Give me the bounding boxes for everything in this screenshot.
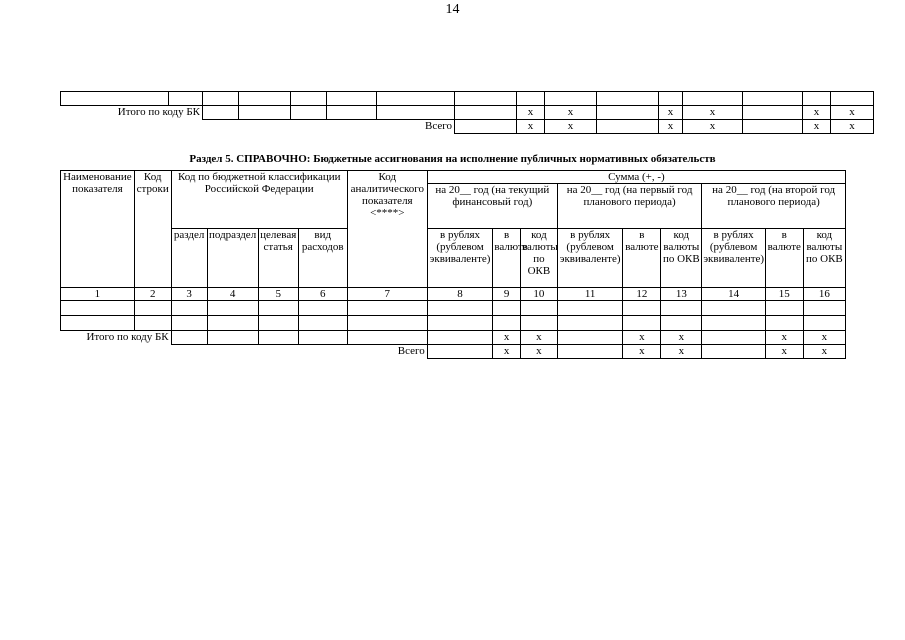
x-mark: x xyxy=(520,331,557,345)
table-cell xyxy=(831,92,874,106)
column-number: 3 xyxy=(171,288,207,301)
table-row xyxy=(61,316,846,331)
previous-section-table xyxy=(60,91,874,134)
x-mark: x xyxy=(623,345,661,359)
column-number: 11 xyxy=(557,288,623,301)
table-cell xyxy=(597,92,659,106)
table-cell xyxy=(765,301,803,316)
vsego-row xyxy=(61,345,846,359)
header-subsection: подраздел xyxy=(207,229,258,288)
x-mark: x xyxy=(803,345,845,359)
x-mark: x xyxy=(683,106,743,120)
header-currency: в валюте xyxy=(623,229,661,288)
section-title: Раздел 5. СПРАВОЧНО: Бюджетные ассигнования на исполнение публичных нормативных обязательств xyxy=(189,153,716,165)
header-name: Наименование показателя xyxy=(61,171,135,288)
x-mark: x xyxy=(803,120,831,134)
table-cell xyxy=(327,106,377,120)
table-cell xyxy=(207,331,258,345)
column-number: 8 xyxy=(427,288,493,301)
table-cell xyxy=(347,316,427,331)
table-cell xyxy=(493,301,521,316)
table-cell xyxy=(61,301,135,316)
table-cell xyxy=(291,92,327,106)
x-mark: x xyxy=(803,106,831,120)
header-row xyxy=(61,171,846,184)
table-cell xyxy=(298,331,347,345)
table-cell xyxy=(169,92,203,106)
vsego-label: Всего xyxy=(425,120,452,132)
header-rubles: в рублях (рублевом эквиваленте) xyxy=(427,229,493,288)
table-cell xyxy=(623,316,661,331)
section-5-table xyxy=(60,170,846,359)
table-cell xyxy=(455,120,517,134)
column-number: 15 xyxy=(765,288,803,301)
x-mark: x xyxy=(520,345,557,359)
x-mark: x xyxy=(517,106,545,120)
header-analytic-code: Код аналитического показателя <****> xyxy=(347,171,427,288)
column-number: 12 xyxy=(623,288,661,301)
table-cell xyxy=(427,316,493,331)
header-okv-code: код валюты по ОКВ xyxy=(520,229,557,288)
x-mark: x xyxy=(765,345,803,359)
x-mark: x xyxy=(831,120,874,134)
table-cell xyxy=(517,92,545,106)
table-cell xyxy=(455,92,517,106)
table-cell xyxy=(239,106,291,120)
table-cell xyxy=(327,92,377,106)
column-number: 14 xyxy=(702,288,766,301)
table-cell xyxy=(171,301,207,316)
table-cell xyxy=(803,316,845,331)
table-cell xyxy=(207,316,258,331)
table-cell xyxy=(659,92,683,106)
table-cell xyxy=(557,345,623,359)
header-bk-code: Код по бюджетной классификации Российской Федерации xyxy=(171,171,347,229)
table-cell xyxy=(493,316,521,331)
table-cell xyxy=(427,331,493,345)
header-row xyxy=(61,229,846,288)
vsego-label: Всего xyxy=(397,345,425,357)
table-cell xyxy=(597,106,659,120)
page-number: 14 xyxy=(445,2,460,17)
header-currency: в валюте xyxy=(765,229,803,288)
header-sum: Сумма (+, -) xyxy=(427,171,845,184)
table-cell xyxy=(239,92,291,106)
table-cell xyxy=(661,301,702,316)
x-mark: x xyxy=(493,345,521,359)
column-number: 13 xyxy=(661,288,702,301)
table-cell xyxy=(765,316,803,331)
table-cell xyxy=(702,301,766,316)
table-cell xyxy=(455,106,517,120)
table-cell xyxy=(203,92,239,106)
table-cell xyxy=(61,316,135,331)
itogo-label: Итого по коду БК xyxy=(117,106,200,118)
itogo-row xyxy=(61,331,846,345)
table-cell xyxy=(347,331,427,345)
x-mark: x xyxy=(765,331,803,345)
x-mark: x xyxy=(545,120,597,134)
header-target-article: целевая статья xyxy=(258,229,298,288)
column-number-row xyxy=(61,288,846,301)
table-cell xyxy=(258,331,298,345)
header-year-plan-1: на 20__ год (на первый год планового периода) xyxy=(557,184,701,229)
table-cell xyxy=(743,92,803,106)
column-number: 9 xyxy=(493,288,521,301)
header-year-current: на 20__ год (на текущий финансовый год) xyxy=(427,184,557,229)
table-cell xyxy=(171,331,207,345)
table-cell xyxy=(427,345,493,359)
table-cell xyxy=(743,106,803,120)
table-cell xyxy=(597,120,659,134)
table-cell xyxy=(134,301,171,316)
column-number: 1 xyxy=(61,288,135,301)
table-cell xyxy=(557,301,623,316)
table-cell xyxy=(803,92,831,106)
header-rubles: в рублях (рублевом эквиваленте) xyxy=(702,229,766,288)
table-cell xyxy=(298,301,347,316)
table-cell xyxy=(61,92,169,106)
header-okv-code: код валюты по ОКВ xyxy=(803,229,845,288)
column-number: 7 xyxy=(347,288,427,301)
itogo-label: Итого по коду БК xyxy=(86,331,169,343)
column-number: 2 xyxy=(134,288,171,301)
table-cell xyxy=(207,301,258,316)
header-okv-code: код валюты по ОКВ xyxy=(661,229,702,288)
x-mark: x xyxy=(831,106,874,120)
table-cell xyxy=(623,301,661,316)
header-section: раздел xyxy=(171,229,207,288)
header-line-code: Код строки xyxy=(134,171,171,288)
table-row xyxy=(61,120,874,134)
table-cell xyxy=(134,316,171,331)
table-cell xyxy=(557,331,623,345)
column-number: 16 xyxy=(803,288,845,301)
table-cell xyxy=(258,301,298,316)
table-cell xyxy=(702,331,766,345)
x-mark: x xyxy=(659,120,683,134)
x-mark: x xyxy=(493,331,521,345)
table-row xyxy=(61,301,846,316)
table-cell xyxy=(803,301,845,316)
column-number: 10 xyxy=(520,288,557,301)
table-cell xyxy=(203,106,239,120)
table-cell xyxy=(377,92,455,106)
table-cell xyxy=(702,316,766,331)
table-cell xyxy=(520,316,557,331)
table-cell xyxy=(347,301,427,316)
table-cell xyxy=(291,106,327,120)
table-cell xyxy=(520,301,557,316)
header-year-plan-2: на 20__ год (на второй год планового периода) xyxy=(702,184,846,229)
x-mark: x xyxy=(683,120,743,134)
header-currency: в валюте xyxy=(493,229,521,288)
table-cell xyxy=(661,316,702,331)
table-row xyxy=(61,92,874,106)
header-rubles: в рублях (рублевом эквиваленте) xyxy=(557,229,623,288)
column-number: 4 xyxy=(207,288,258,301)
x-mark: x xyxy=(661,345,702,359)
table-cell xyxy=(427,301,493,316)
x-mark: x xyxy=(545,106,597,120)
table-cell xyxy=(702,345,766,359)
table-row xyxy=(61,106,874,120)
table-cell xyxy=(743,120,803,134)
x-mark: x xyxy=(803,331,845,345)
table-cell xyxy=(258,316,298,331)
x-mark: x xyxy=(623,331,661,345)
table-cell xyxy=(377,106,455,120)
table-cell xyxy=(683,92,743,106)
table-cell xyxy=(545,92,597,106)
table-cell xyxy=(298,316,347,331)
column-number: 6 xyxy=(298,288,347,301)
header-expense-type: вид расходов xyxy=(298,229,347,288)
x-mark: x xyxy=(517,120,545,134)
column-number: 5 xyxy=(258,288,298,301)
table-cell xyxy=(171,316,207,331)
x-mark: x xyxy=(661,331,702,345)
x-mark: x xyxy=(659,106,683,120)
table-cell xyxy=(557,316,623,331)
